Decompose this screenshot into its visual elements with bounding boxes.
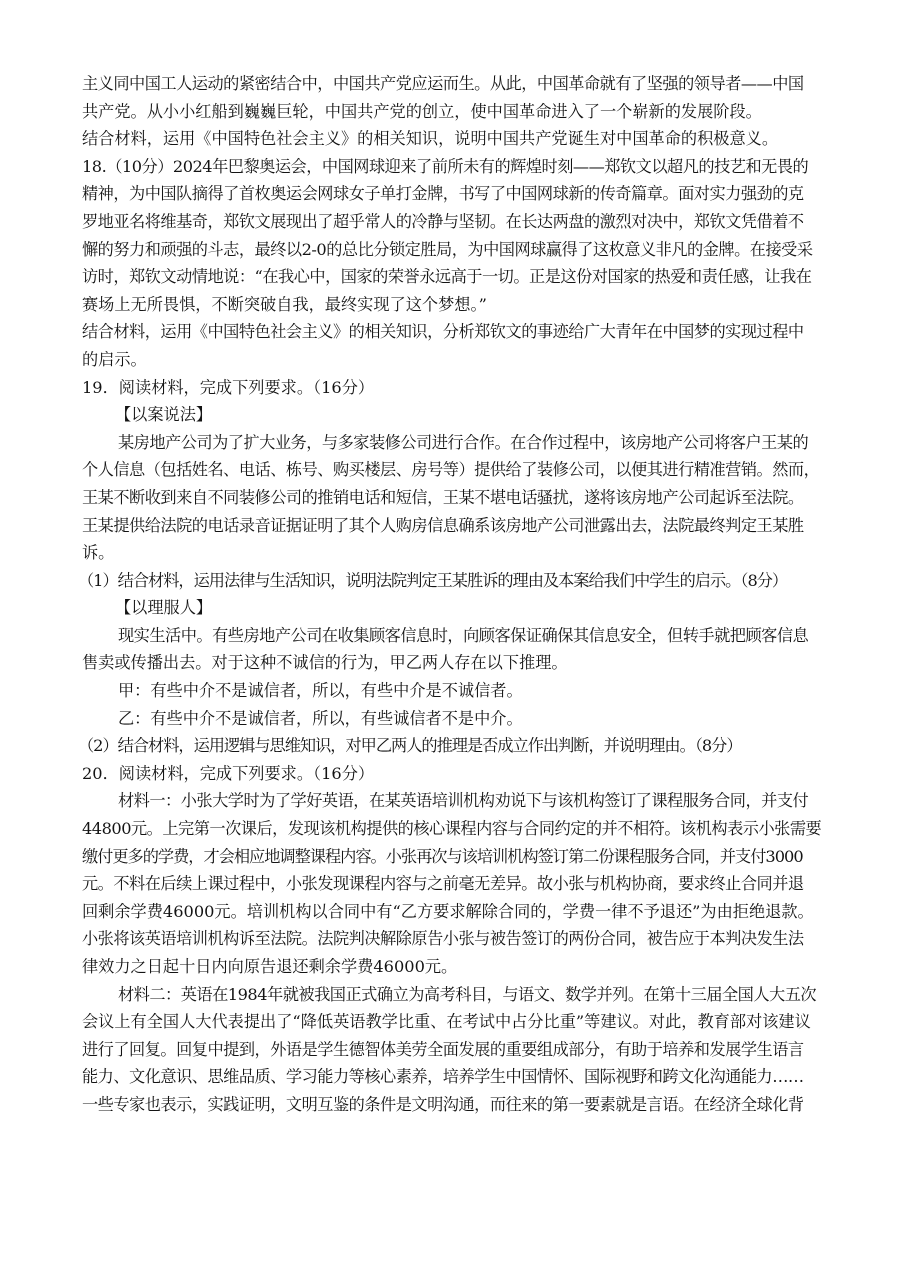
text-line: （1）结合材料，运用法律与生活知识，说明法院判定王某胜诉的理由及本案给我们中学生的启示。（8分） [78, 570, 788, 590]
text-line: 某房地产公司为了扩大业务，与多家装修公司进行合作。在合作过程中，该房地产公司将客户王某的 [118, 432, 809, 452]
text-line: 19．阅读材料，完成下列要求。（16分） [82, 377, 375, 397]
text-line: 罗地亚名将维基奇，郑钦文展现出了超乎常人的冷静与坚韧。在长达两盘的激烈对决中，郑钦文凭借着不 [82, 211, 804, 231]
text-line: 结合材料，运用《中国特色社会主义》的相关知识，分析郑钦文的事迹给广大青年在中国梦的实现过程中 [82, 322, 804, 342]
text-line: 材料一：小张大学时为了学好英语，在某英语培训机构劝说下与该机构签订了课程服务合同，并支付 [118, 791, 809, 811]
text-line: 懈的努力和顽强的斗志，最终以2-0的总比分锁定胜局，为中国网球赢得了这枚意义非凡的金牌。在接受采 [82, 239, 813, 259]
text-line: 20．阅读材料，完成下列要求。（16分） [82, 763, 375, 783]
text-line: 会议上有全国人大代表提出了“降低英语教学比重、在考试中占分比重”等建议。对此，教育部对该建议 [82, 1012, 811, 1032]
text-line: 乙：有些中介不是诚信者，所以，有些诚信者不是中介。 [118, 708, 523, 728]
text-line: 诉。 [82, 543, 115, 563]
text-line: 18.（10分）2024年巴黎奥运会，中国网球迎来了前所未有的辉煌时刻——郑钦文以超凡的技艺和无畏的 [82, 156, 809, 176]
text-line: 回剩余学费46000元。培训机构以合同中有“乙方要求解除合同的，学费一律不予退还”为由拒绝退款。 [82, 901, 814, 921]
text-line: 个人信息（包括姓名、电话、栋号、购买楼层、房号等）提供给了装修公司，以便其进行精准营销。然而， [82, 460, 820, 480]
text-line: 王某不断收到来自不同装修公司的推销电话和短信，王某不堪电话骚扰，遂将该房地产公司起诉至法院。 [82, 487, 804, 507]
text-line: 王某提供给法院的电话录音证据证明了其个人购房信息确系该房地产公司泄露出去，法院最终判定王某胜 [82, 515, 804, 535]
text-line: 44800元。上完第一次课后，发现该机构提供的核心课程内容与合同约定的并不相符。该机构表示小张需要 [82, 819, 822, 839]
text-line: 小张将该英语培训机构诉至法院。法院判决解除原告小张与被告签订的两份合同，被告应于本判决发生法 [82, 929, 804, 949]
text-line: 的启示。 [82, 349, 147, 369]
text-line: 缴付更多的学费，才会相应地调整课程内容。小张再次与该培训机构签订第二份课程服务合同，并支付3000 [82, 846, 803, 866]
text-line: 赛场上无所畏惧，不断突破自我，最终实现了这个梦想。” [82, 294, 487, 314]
text-line: 主义同中国工人运动的紧密结合中，中国共产党应运而生。从此，中国革命就有了坚强的领导者——中国 [82, 74, 804, 93]
text-line: 售卖或传播出去。对于这种不诚信的行为，甲乙两人存在以下推理。 [82, 653, 568, 673]
text-line: 共产党。从小小红船到巍巍巨轮，中国共产党的创立，使中国革命进入了一个崭新的发展阶段。 [82, 101, 762, 121]
text-line: 能力、文化意识、思维品质、学习能力等核心素养，培养学生中国情怀、国际视野和跨文化沟通能力…… [82, 1067, 804, 1087]
text-line: 现实生活中。有些房地产公司在收集顾客信息时，向顾客保证确保其信息安全，但转手就把顾客信息 [118, 625, 809, 645]
text-line: 材料二：英语在1984年就被我国正式确立为高考科目，与语文、数学并列。在第十三届全国人大五次 [118, 984, 817, 1004]
text-line: 访时，郑钦文动情地说：“在我心中，国家的荣誉永远高于一切。正是这份对国家的热爱和责任感，让我在 [82, 267, 812, 287]
text-line: 进行了回复。回复中提到，外语是学生德智体美劳全面发展的重要组成部分，有助于培养和发展学生语言 [82, 1039, 804, 1059]
text-line: 律效力之日起十日内向原告退还剩余学费46000元。 [82, 957, 458, 976]
text-line: 元。不料在后续上课过程中，小张发现课程内容与之前毫无差异。故小张与机构协商，要求终止合同并退 [82, 874, 804, 894]
text-line: 一些专家也表示，实践证明，文明互鉴的条件是文明沟通，而往来的第一要素就是言语。在经济全球化背 [82, 1094, 804, 1114]
text-line: 【以理服人】 [115, 598, 213, 618]
text-line: 结合材料，运用《中国特色社会主义》的相关知识，说明中国共产党诞生对中国革命的积极意义。 [82, 129, 779, 149]
text-line: 精神，为中国队摘得了首枚奥运会网球女子单打金牌，书写了中国网球新的传奇篇章。面对实力强劲的克 [82, 184, 804, 204]
document-page [78, 70, 822, 1119]
text-line: 【以案说法】 [115, 405, 213, 425]
text-line: 甲：有些中介不是诚信者，所以，有些中介是不诚信者。 [118, 681, 523, 701]
text-line: （2）结合材料，运用逻辑与思维知识，对甲乙两人的推理是否成立作出判断，并说明理由。（8分） [78, 736, 742, 756]
